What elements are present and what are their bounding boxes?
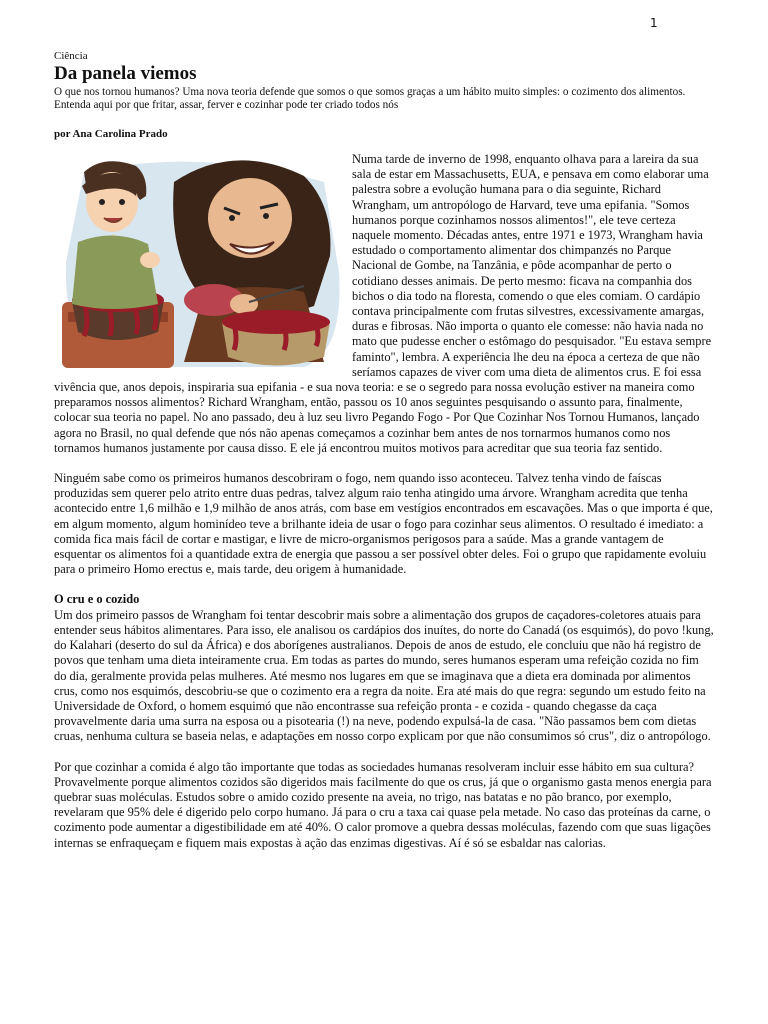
article-body xyxy=(54,152,714,866)
paragraph-2: Ninguém sabe como os primeiros humanos descobriram o fogo, nem quando isso aconteceu. Talvez tenha vindo de faíscas produzidas sem querer pelo atrito entre duas pedras, talvez algum raio tenha atingido uma árvore. Wrangham acredita que tenha acontecido entre 1,6 milhão e 1,9 milhão de anos atrás, com base em vestígios encontrados em escavações. Mas o que importa é que, em algum momento, algum hominídeo teve a brilhante ideia de usar o fogo para cozinhar seus alimentos. O resultado é imediato: a comida fica mais fácil de cortar e mastigar, e livre de micro-organismos perigosos para a saúde. Mas a grande vantagem de esquentar os alimentos foi a quantidade extra de energia que passou a ser possível obter deles. Foi o grupo que rapidamente evoluiu para o primeiro Homo erectus e, mais tarde, deu origem à humanidade. xyxy=(54,471,713,577)
article-title: Da panela viemos xyxy=(54,63,197,84)
paragraph-4: Por que cozinhar a comida é algo tão importante que todas as sociedades humanas resolveram incluir esse hábito em sua cultura? Provavelmente porque alimentos cozidos são digeridos mais facilmente do que os crus, já que o organismo gasta menos energia para quebrar suas moléculas. Estudos sobre o amido cozido presente na aveia, no trigo, nas batatas e no pão branco, por exemplo, revelaram que 95% dele é digerido pelo corpo humano. Já para o cru a taxa cai quase pela metade. No caso das proteínas da carne, o cozimento pode aumentar a digestibilidade em até 40%. O calor promove a quebra dessas moléculas, fazendo com que suas ligações internas se enfraqueçam e fiquem mais expostas à ação das enzimas digestivas. Aí é só se esbaldar nas calorias. xyxy=(54,759,712,850)
section-label: Ciência xyxy=(54,50,88,62)
article-header xyxy=(54,50,724,141)
paragraph-1: Numa tarde de inverno de 1998, enquanto olhava para a lareira da sua sala de estar em Massachusetts, EUA, e pensava em como elaborar uma palestra sobre a evolução humana para o dia seguinte, Richard Wrangham, um antropólogo de Harvard, teve uma epifania. "Somos humanos porque cozinhamos nossos alimentos!", ele teve certeza naquele momento. Décadas antes, entre 1971 e 1973, Wrangham havia estudado o comportamento alimentar dos chimpanzés no Parque Nacional de Gombe, na Tanzânia, e pôde acompanhar de perto o cotidiano desses animais. De perto mesmo: ficava na companhia dos bichos o dia todo na floresta, comendo o que eles comiam. O cardápio contava principalmente com frutas silvestres, excessivamente amargas, duras e fibrosas. Não importa o quanto ele comesse: não havia nada no mato que pudesse encher o estômago do pesquisador. "Eu estava sempre faminto", lembra. A experiência lhe deu na época a certeza de que não seríamos capazes de viver com uma dieta de alimentos crus. E foi essa vivência que, anos depois, inspiraria sua epifania - e sua nova teoria: e se o segredo para nossa evolução estiver na maneira como preparamos nossos alimentos? Richard Wrangham, então, passou os 10 anos seguintes pesquisando o assunto para, finalmente, colocar sua teoria no papel. No ano passado, deu à luz seu livro Pegando Fogo - Por Que Cozinhar Nos Tornou Humanos, lançado agora no Brasil, no qual defende que nós não apenas começamos a cozinhar bem antes de nos tornarmos humanos como nos tornamos humanos justamente por causa disso. E ele já encontrou muitos motivos para acreditar que sua teoria faz sentido. xyxy=(54,152,712,455)
page-number: 1 xyxy=(650,16,658,30)
byline: por Ana Carolina Prado xyxy=(54,128,168,140)
article-subtitle: O que nos tornou humanos? Uma nova teoria defende que somos o que somos graças a um hábito muito simples: o cozimento dos alimentos. Entenda aqui por que fritar, assar, ferver e cozinhar pode ter criado todos nós xyxy=(54,86,686,111)
subheading: O cru e o cozido xyxy=(54,592,140,607)
paragraph-3: Um dos primeiro passos de Wrangham foi tentar descobrir mais sobre a alimentação dos grupos de caçadores-coletores atuais para entender seus hábitos alimentares. Para isso, ele analisou os cardápios dos inuítes, do norte do Canadá (os esquimós), do povo !kung, do Kalahari (deserto do sul da África) e dos aborígenes australianos. Depois de anos de estudo, ele concluiu que não há registro de povos que tenham uma dieta inteiramente crua. Em todas as partes do mundo, seres humanos esperam uma refeição cozida no fim do dia, geralmente provida pelas mulheres. Até mesmo nos lugares em que se imaginava que a dieta era dominada por alimentos crus, como nos esquimós, descobriu-se que o cozimento era a regra da noite. Era até mais do que regra: segundo um estudo feito na Universidade de Oxford, o homem esquimó que não encontrasse sua refeição pronta - e cozida - quando chegasse da caça provavelmente daria uma surra na esposa ou a pisotearia (!) na neve, podendo expulsá-la de casa. "Não passamos bem com dietas cruas, nenhuma cultura se baseia nelas, e adaptações em nosso corpo explicam por que não consumimos só crus", diz o antropólogo. xyxy=(54,607,714,744)
cooking-illustration xyxy=(54,152,346,374)
cavemen-cooking-image xyxy=(54,152,346,374)
